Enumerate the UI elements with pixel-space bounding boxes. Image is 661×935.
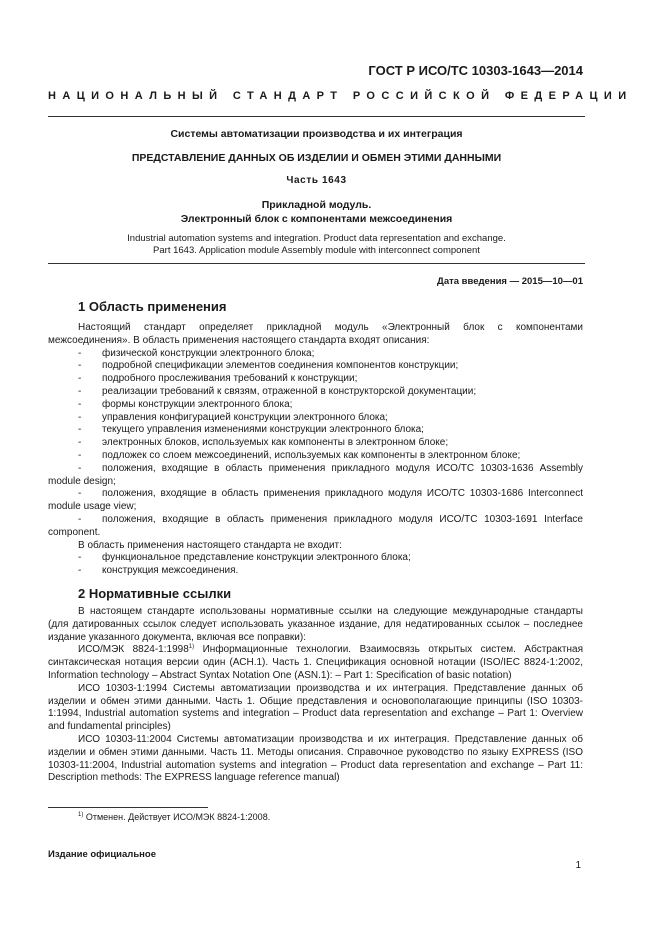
list-item: - физической конструкции электронного блока; xyxy=(78,347,315,359)
list-item-wrapped: - положения, входящие в область применения прикладного модуля ИСО/ТС 10303-1686 Interconnect module usage view; xyxy=(48,488,583,513)
title-rule xyxy=(48,263,585,264)
national-standard-banner: НАЦИОНАЛЬНЫЙ СТАНДАРТ РОССИЙСКОЙ ФЕДЕРАЦИИ xyxy=(48,90,633,102)
document-id: ГОСТ Р ИСО/ТС 10303-1643—2014 xyxy=(368,63,583,78)
footnote-rule xyxy=(48,807,208,808)
list-item: - текущего управления изменениями конструкции электронного блока; xyxy=(78,424,424,436)
list-item: - электронных блоков, используемых как компоненты в электронном блоке; xyxy=(78,437,449,449)
reference-2: ИСО 10303-1:1994 Системы автоматизации производства и их интеграция. Представление данных об изделии и обмен этими данными. Часть 1. Общие представления и основополагающие принципы (ISO 10303-1:1994, Industrial automation systems and integration – Product data representation and exchange – Part 1: Overview and fundamental principles) xyxy=(48,682,583,733)
section1-excluded-intro: В область применения настоящего стандарта не входит: xyxy=(78,539,342,551)
reference-1-text: Информационные технологии. Взаимосвязь открытых систем. Абстрактная синтаксическая нотация версии один (АСН.1). Часть 1. Спецификация основной нотации (ISO/IEC 8824-1:2002, Information technology – Abstract Syntax Notation One (ASN.1): – Part 1: Specification of basic notation) xyxy=(48,644,583,681)
title-module-line2: Электронный блок с компонентами межсоединения xyxy=(180,213,453,225)
list-item-wrapped: - положения, входящие в область применения прикладного модуля ИСО/ТС 10303-1636 Assembly module design; xyxy=(48,462,583,487)
list-item: - подробной спецификации элементов соединения компонентов конструкции; xyxy=(78,360,459,372)
list-item: - реализации требований к связям, отраженной в конструкторской документации; xyxy=(78,385,477,397)
footnote-mark: 1) xyxy=(188,644,195,651)
header-rule xyxy=(48,116,585,117)
title-english-line2: Part 1643. Application module Assembly module with interconnect component xyxy=(153,245,480,256)
title-module-line1: Прикладной модуль. xyxy=(261,199,372,211)
title-part: Часть 1643 xyxy=(286,175,347,186)
list-item: - подробного прослеживания требований к конструкции; xyxy=(78,373,358,385)
section2-body xyxy=(48,606,583,785)
title-english xyxy=(48,233,585,257)
reference-1 xyxy=(48,644,583,682)
introduction-date: Дата введения — 2015—10—01 xyxy=(437,276,583,287)
section1-intro: Настоящий стандарт определяет прикладной модуль «Электронный блок с компонентами межсоединения». В область применения настоящего стандарта входят описания: xyxy=(48,322,583,346)
title-english-line1: Industrial automation systems and integration. Product data representation and exchange. xyxy=(127,233,506,244)
list-item: - формы конструкции электронного блока; xyxy=(78,398,293,410)
footnote xyxy=(78,812,270,822)
section1-body xyxy=(48,322,583,578)
footnote-text: Отменен. Действует ИСО/МЭК 8824-1:2008. xyxy=(83,812,271,822)
section2-heading: 2 Нормативные ссылки xyxy=(78,586,232,601)
reference-1-code: ИСО/МЭК 8824-1:1998 xyxy=(78,644,189,656)
section1-list xyxy=(48,348,583,540)
list-item: - функциональное представление конструкции электронного блока; xyxy=(78,552,411,564)
title-series: Системы автоматизации производства и их интеграция xyxy=(170,128,463,140)
list-item: - подложек со слоем межсоединений, используемых как компоненты в электронном блоке; xyxy=(78,449,521,461)
title-main: ПРЕДСТАВЛЕНИЕ ДАННЫХ ОБ ИЗДЕЛИИ И ОБМЕН ЭТИМИ ДАННЫМИ xyxy=(131,152,502,164)
list-item: - конструкция межсоединения. xyxy=(78,565,239,577)
list-item: - управления конфигурацией конструкции электронного блока; xyxy=(78,411,388,423)
page-number: 1 xyxy=(575,860,581,871)
footnote-number: 1) xyxy=(78,812,84,818)
title-module xyxy=(48,198,585,226)
official-edition-label: Издание официальное xyxy=(48,849,156,860)
section2-intro: В настоящем стандарте использованы нормативные ссылки на следующие международные стандарты (для датированных ссылок следует использовать указанное издание, для недатированных ссылок – последнее издание указанного документа, включая все поправки): xyxy=(48,606,583,643)
list-item-wrapped: - положения, входящие в область применения прикладного модуля ИСО/ТС 10303-1691 Interface component. xyxy=(48,513,583,538)
reference-3: ИСО 10303-11:2004 Системы автоматизации производства и их интеграция. Представление данных об изделии и обмен этими данными. Часть 11. Методы описания. Справочное руководство по языку EXPRESS (ISO 10303-11:2004, Industrial automation systems and integration – Product data representation and exchange – Part 11: Description methods: The EXPRESS language reference manual) xyxy=(48,733,583,784)
section1-heading: 1 Область применения xyxy=(78,299,227,314)
